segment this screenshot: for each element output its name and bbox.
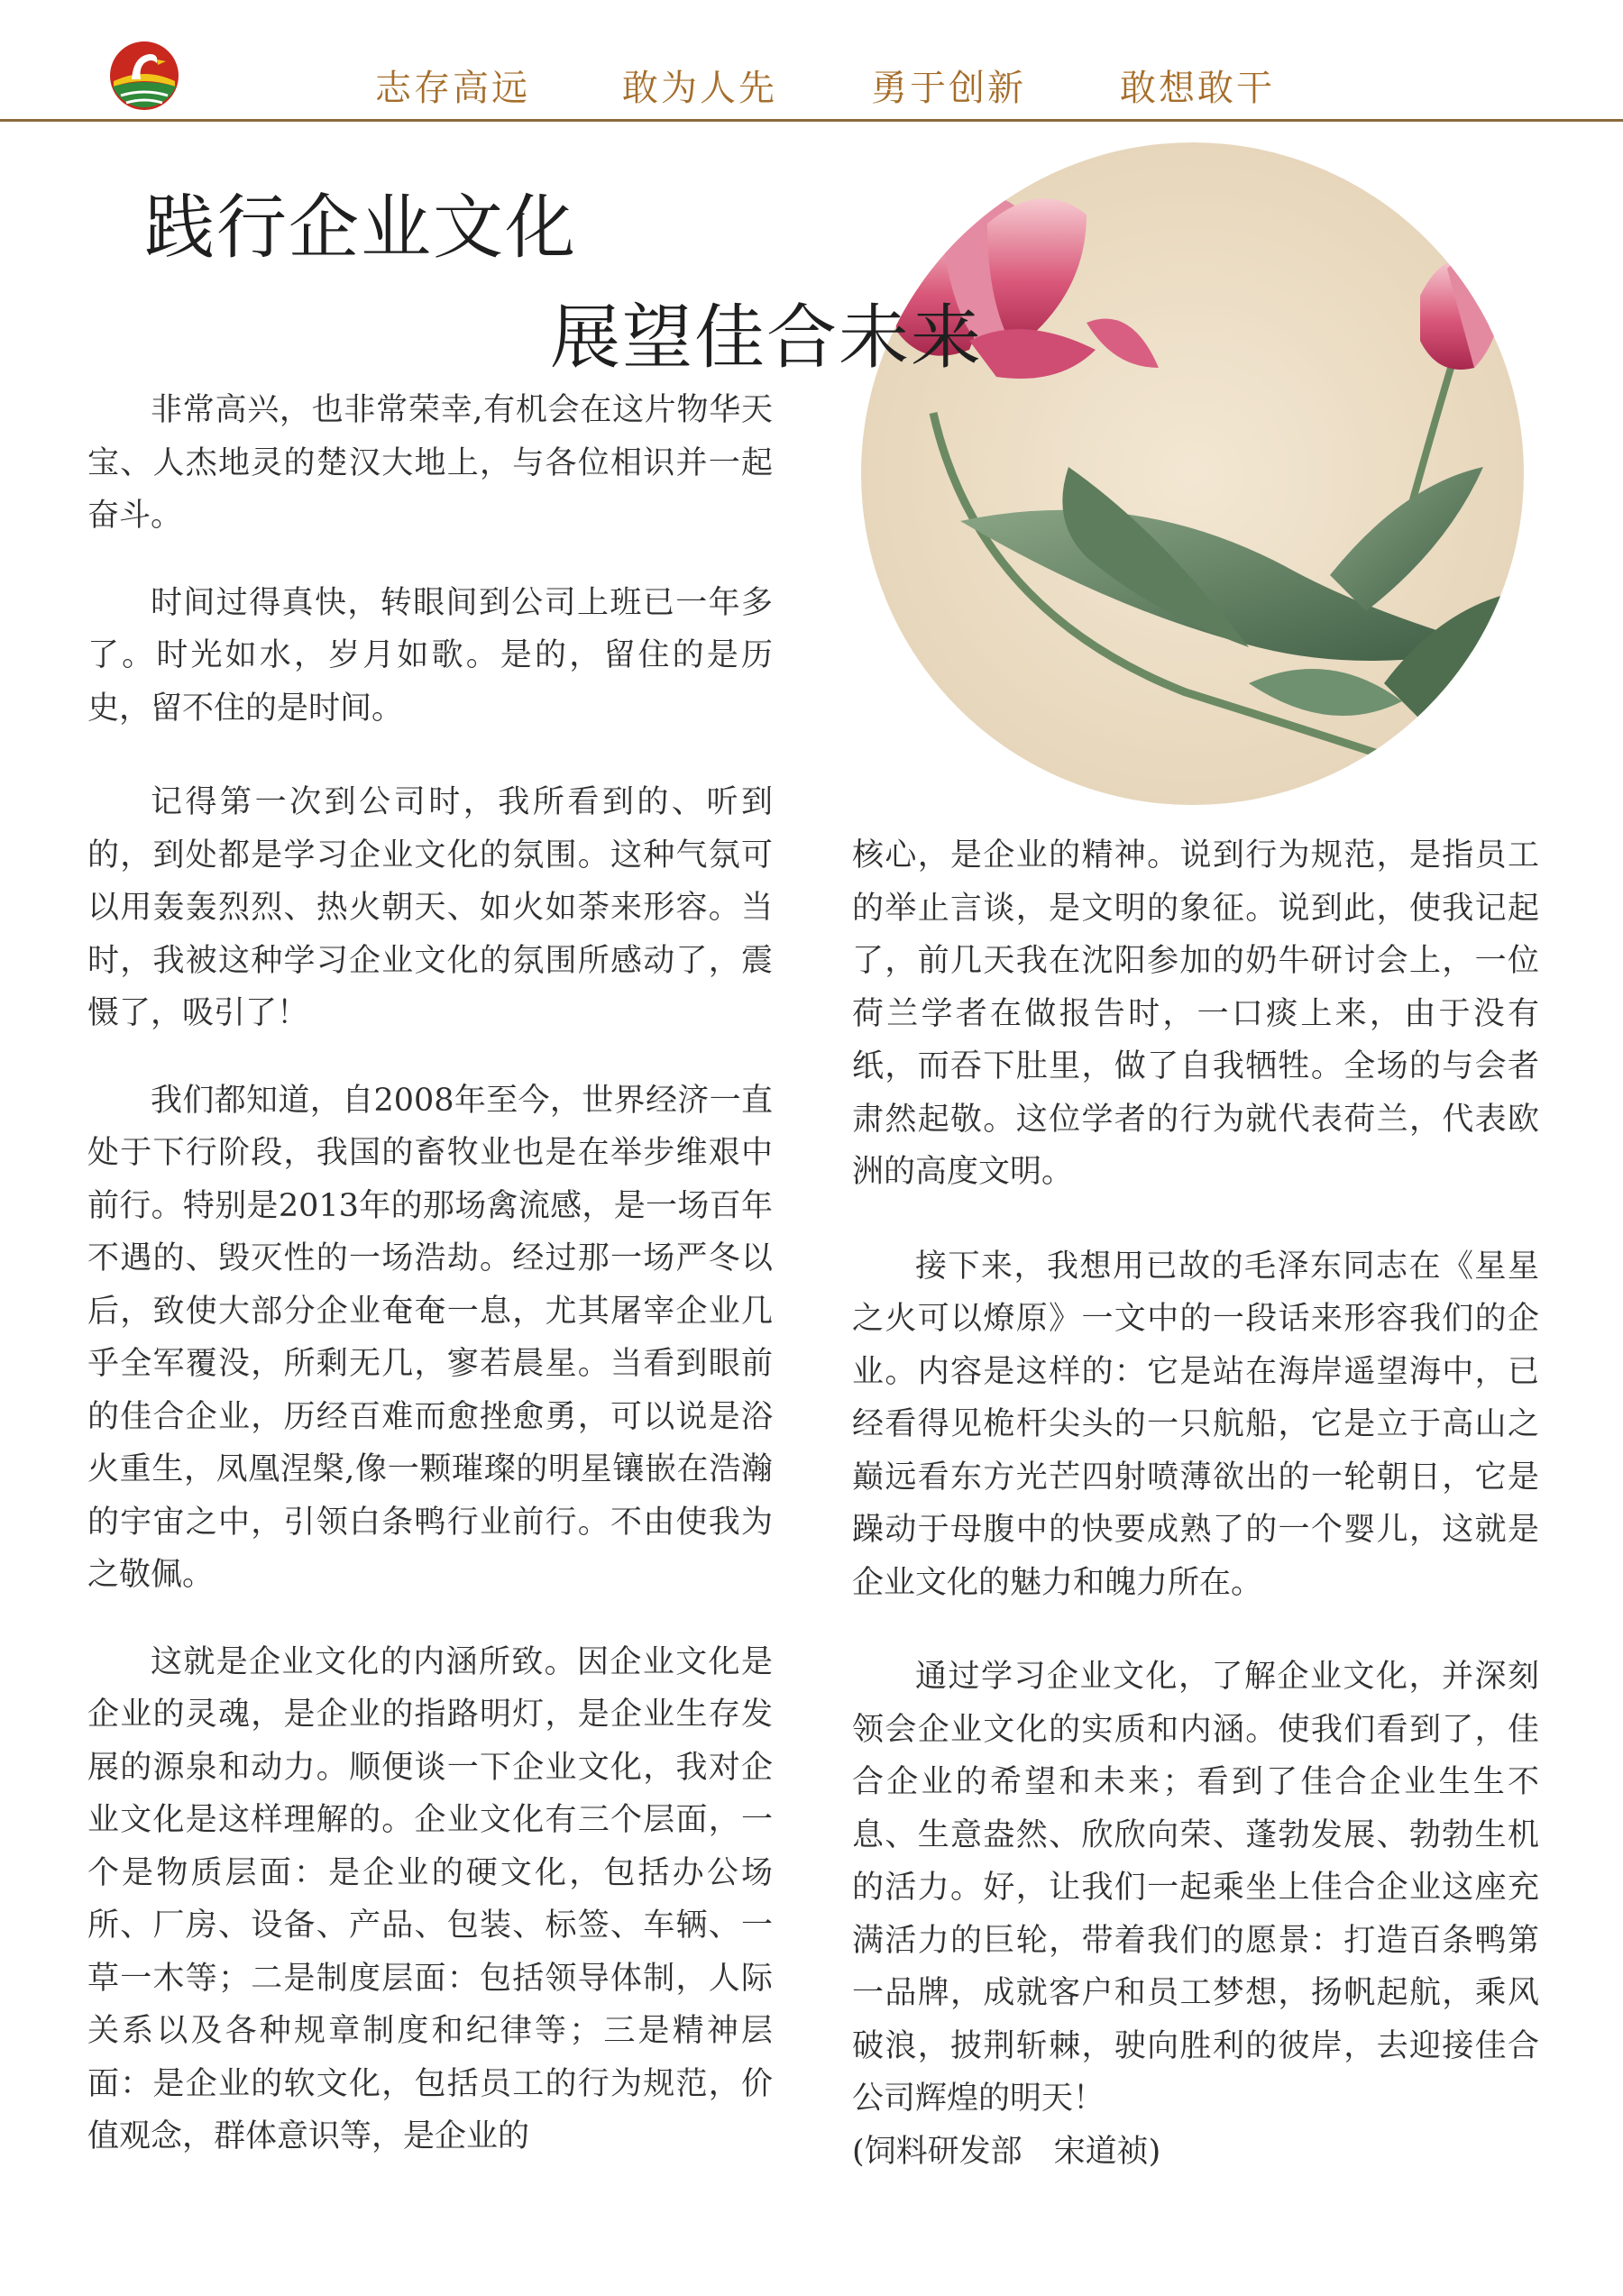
- article-paragraph: 我们都知道，自2008年至今，世界经济一直处于下行阶段，我国的畜牧业也是在举步维艰中前行。特别是2013年的那场禽流感，是一场百年不遇的、毁灭性的一场浩劫。经过那一场严冬以后，致使大部分企业奄奄一息，尤其屠宰企业几乎全军覆没，所剩无几，寥若晨星。当看到眼前的佳合企业，历经百难而愈挫愈勇，可以说是浴火重生，凤凰涅槃,像一颗璀璨的明星镶嵌在浩瀚的宇宙之中，引领白条鸭行业前行。不由使我为之敬佩。: [87, 1082, 773, 1593]
- article-paragraph: 接下来，我想用已故的毛泽东同志在《星星之火可以燎原》一文中的一段话来形容我们的企业。内容是这样的：它是站在海岸遥望海中，已经看得见桅杆尖头的一只航船，它是立于高山之巅远看东方光芒四射喷薄欲出的一轮朝日，它是躁动于母腹中的快要成熟了的一个婴儿，这就是企业文化的魅力和魄力所在。: [852, 1248, 1539, 1601]
- article-paragraph: 时间过得真快，转眼间到公司上班已一年多了。时光如水，岁月如歌。是的，留住的是历史，留不住的是时间。: [87, 584, 773, 727]
- article-paragraph: 非常高兴，也非常荣幸,有机会在这片物华天宝、人杰地灵的楚汉大地上，与各位相识并一起奋斗。: [87, 392, 773, 534]
- article-title-line-2: 展望佳合未来: [550, 297, 984, 379]
- page-header: [0, 0, 1623, 121]
- article-title-line-1: 践行企业文化: [144, 188, 578, 269]
- slogan-4: 敢想敢干: [1120, 68, 1275, 109]
- author-signature: (饲料研发部 宋道祯): [852, 2133, 1161, 2170]
- slogan-2: 敢为人先: [622, 68, 777, 109]
- company-logo-icon: [108, 40, 180, 112]
- article-paragraph: 核心，是企业的精神。说到行为规范，是指员工的举止言谈，是文明的象征。说到此，使我记起了，前几天我在沈阳参加的奶牛研讨会上，一位荷兰学者在做报告时，一口痰上来，由于没有纸，而吞下肚里，做了自我牺牲。全场的与会者肃然起敬。这位学者的行为就代表荷兰，代表欧洲的高度文明。: [852, 837, 1539, 1190]
- article-paragraph: 这就是企业文化的内涵所致。因企业文化是企业的灵魂，是企业的指路明灯，是企业生存发展的源泉和动力。顺便谈一下企业文化，我对企业文化是这样理解的。企业文化有三个层面，一个是物质层面：是企业的硬文化，包括办公场所、厂房、设备、产品、包装、标签、车辆、一草一木等；二是制度层面：包括领导体制，人际关系以及各种规章制度和纪律等；三是精神层面：是企业的软文化，包括员工的行为规范，价值观念，群体意识等，是企业的: [87, 1643, 773, 2154]
- slogan-3: 勇于创新: [871, 68, 1026, 109]
- header-divider: [0, 119, 1623, 122]
- article-column-left: [87, 384, 773, 2163]
- slogan-1: 志存高远: [375, 68, 530, 109]
- article-paragraph: 记得第一次到公司时，我所看到的、听到的，到处都是学习企业文化的氛围。这种气氛可以用轰轰烈烈、热火朝天、如火如荼来形容。当时，我被这种学习企业文化的氛围所感动了，震慑了，吸引了！: [87, 784, 773, 1031]
- tulip-painting: [861, 142, 1524, 805]
- article-paragraph: 通过学习企业文化，了解企业文化，并深刻领会企业文化的实质和内涵。使我们看到了，佳合企业的希望和未来；看到了佳合企业生生不息、生意盎然、欣欣向荣、蓬勃发展、勃勃生机的活力。好，让我们一起乘坐上佳合企业这座充满活力的巨轮，带着我们的愿景：打造百条鸭第一品牌，成就客户和员工梦想，扬帆起航，乘风破浪，披荆斩棘，驶向胜利的彼岸，去迎接佳合公司辉煌的明天！: [852, 1659, 1539, 2117]
- article-column-right: [852, 829, 1539, 2178]
